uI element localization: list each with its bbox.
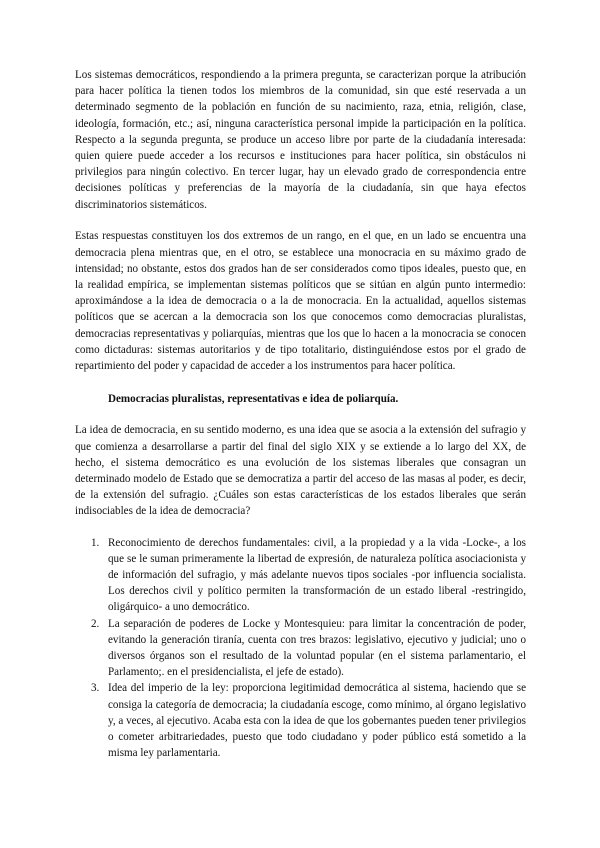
intro-paragraph: La idea de democracia, en su sentido moderno, es una idea que se asocia a la extensión del sufragio y que comienza a desarrollarse a partir del final del siglo XIX y se extiende a lo largo del XX, de hecho, el sistema democrático es una evolución de los sistemas liberales que consagran un determinado modelo de Estado que se democratiza a partir del acceso de las masas al poder, es decir, de la extensión del sufragio. ¿Cuáles son estas características de los estados liberales que serán indisociables de la idea de democracia? [75, 424, 526, 518]
paragraph-2: Estas respuestas constituyen los dos extremos de un rango, en el que, en un lado se encuentra una democracia plena mientras que, en el otro, se establece una monocracia en su máximo grado de intensidad; no obstante, estos dos grados han de ser considerados como tipos ideales, puesto que, en la realidad empírica, se implementan sistemas políticos que se sitúan en algún punto intermedio: aproximándose a la idea de democracia o a la de monocracia. En la actualidad, aquellos sistemas políticos que se acercan a la democracia son los que conocemos como democracias pluralistas, democracias representativas y poliarquías, mientras que los que lo hacen a la monocracia se conocen como dictaduras: sistemas autoritarios y de tipo totalitario, distinguiéndose estos por el grado de repartimiento del poder y capacidad de acceder a los instrumentos para hacer política. [75, 230, 526, 372]
list-item-text: La separación de poderes de Locke y Montesquieu: para limitar la concentración de poder, evitando la generación tiranía, cuenta con tres brazos: legislativo, ejecutivo y judicial; uno o diversos órganos son el resultado de la voluntad popular (en el sistema parlamentario, el Parlamento;. en el presidencialista, el jefe de estado). [108, 617, 526, 679]
list-item-number: 2. [91, 617, 100, 630]
list-item [75, 680, 526, 761]
list-item-text: Reconocimiento de derechos fundamentales: civil, a la propiedad y a la vida -Locke-, a los que se le suman primeramente la libertad de expresión, de naturaleza política asociacionista y de información del sufragio, y más adelante nuevos tipos sociales -por influencia socialista. Los derechos civil y político permiten la transformación de un estado liberal -restringido, oligárquico- a uno democrático. [108, 536, 526, 614]
list-item-number: 3. [91, 682, 100, 695]
list-item-number: 1. [91, 536, 100, 549]
page-content [75, 67, 526, 761]
list-item-text: Idea del imperio de la ley: proporciona legitimidad democrática al sistema, haciendo que se consiga la categoría de democracia; la ciudadanía escoge, como mínimo, al órgano legislativo y, a veces, al ejecutivo. Acaba esta con la idea de que los gobernantes pueden tener privilegios o cometer arbitrariedades, puesto que todo ciudadano y poder público está sometido a la misma ley parlamentaria. [108, 682, 526, 760]
paragraph-1: Los sistemas democráticos, respondiendo a la primera pregunta, se caracterizan porque la atribución para hacer política la tienen todos los miembros de la comunidad, sin que esté reservada a un determinado segmento de la población en función de su nacimiento, raza, etnia, religión, clase, ideología, formación, etc.; así, ninguna característica personal impide la participación en la política. Respecto a la segunda pregunta, se produce un acceso libre por parte de la ciudadanía interesada: quien quiere puede acceder a los recursos e instituciones para hacer política, sin obstáculos ni privilegios para ningún colectivo. En tercer lugar, hay un elevado grado de correspondencia entre decisiones políticas y preferencias de la mayoría de la ciudadanía, sin que haya efectos discriminatorios sistemáticos. [75, 69, 526, 211]
list-item [75, 616, 526, 681]
numbered-list [75, 535, 526, 762]
section-heading: Democracias pluralistas, representativas e idea de poliarquía. [108, 393, 399, 406]
list-item [75, 535, 526, 616]
